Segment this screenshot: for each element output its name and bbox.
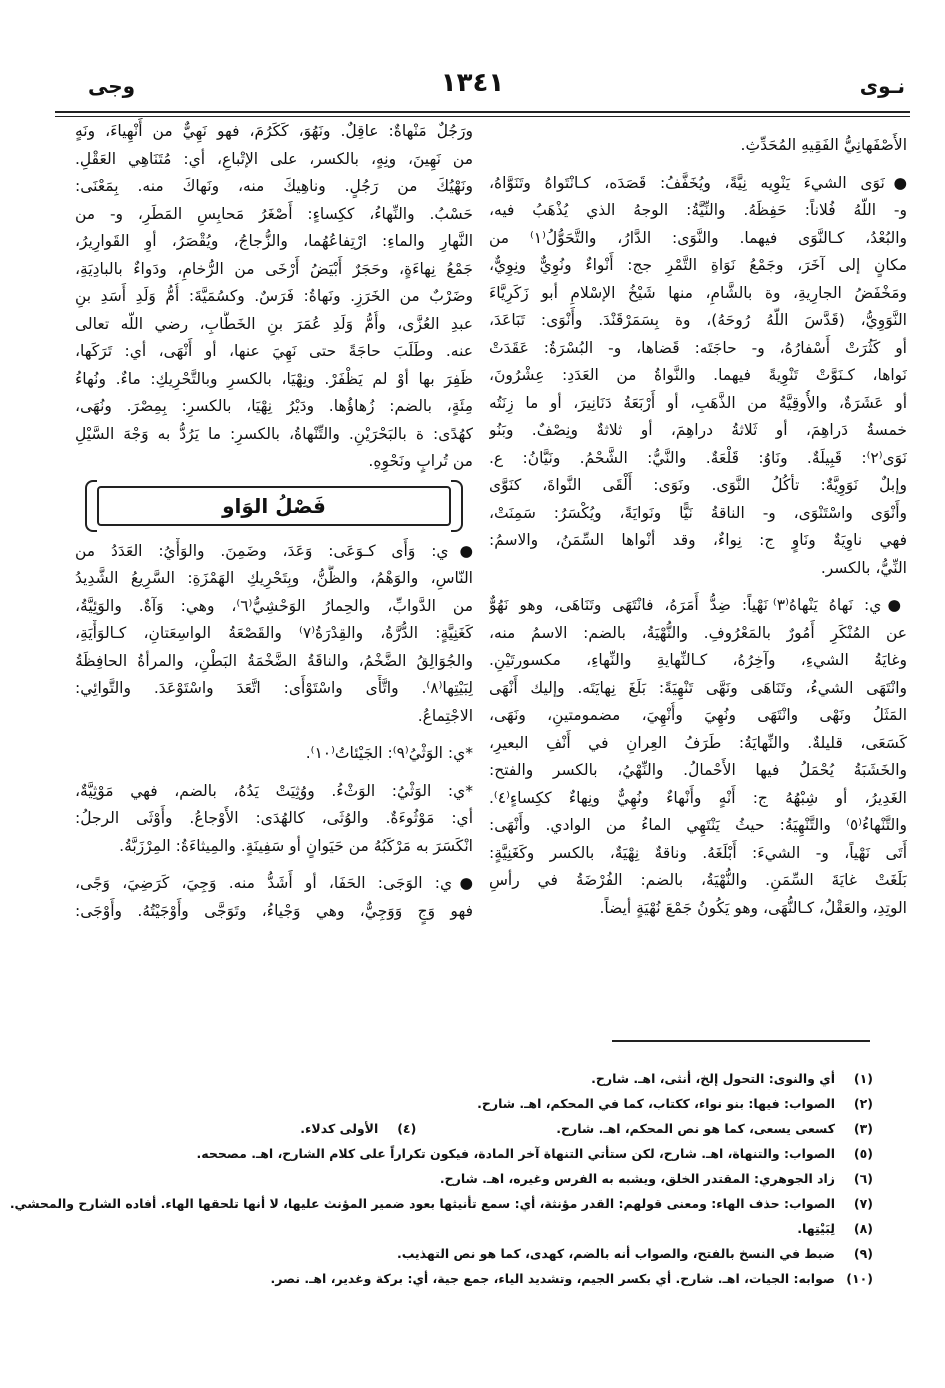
text-line: انْكَسَرَ به مَرْكَبُهُ من حَيَوانٍ أو سَفِينَةٍ. والمِيثاءَةُ: المِرْزَبَّةُ. (119, 836, 473, 855)
text-line: حَسْبُ. والنِّهاءُ، ككِساءٍ: أَصْغَرُ مَحابِسِ المَطَرِ، و- من (75, 204, 473, 223)
text-line: و- اللّهُ فُلاناً: حَفِظَهُ. والنِّيَّةُ: الوجهُ الذي يُذْهَبُ فيه، (489, 201, 907, 219)
text-line: النّاسِ، والوَهْمُ، والظَّنُّ، وبِتَحْرِيكِ الهَمْزَةِ: السَّرِيعُ الشَّدِيدُ (75, 569, 473, 587)
text-line: وغايَةُ الشيءِ، وآخِرُهُ، كـالنِّهايةِ والنِّهاءِ، مكسورتَيْنِ. (489, 651, 907, 669)
footnote-text: زاد الجوهري: المقتدر الخلق، ويشبه به الفرس وغيره، اهـ. شارح. (439, 1171, 835, 1186)
footnote-text: كسعى يسعى، كما هو نص المحكم، اهـ. شارح. (556, 1121, 835, 1136)
footnote-text: الصواب: فيها: بنو نواء، ككتاب، كما في المحكم، اهـ. شارح. (477, 1096, 835, 1111)
footnote-text: ضبط في النسخ بالفتح، والصواب أنه بالضم، كهدى، كما هو نص التهذيب. (396, 1246, 835, 1261)
footnote-number: (١) (853, 1071, 873, 1086)
header-last-word: وجى (88, 74, 136, 98)
footnotes (10, 1066, 873, 1291)
text-line: ظَفِرَ بها أوْ لم يَظْفَرْ. ونِهْيَا، بالكسرِ وبالتَّحْرِيكِ: ماءٌ. ونُهاءُ (75, 369, 473, 388)
footnote-number: (٣) (853, 1121, 873, 1136)
text-line: بَلَغَتْ غايَةَ السِّمَنِ. والنُّهْيَةُ، بالضم: الفُرْضَةُ في رأسِ (489, 871, 907, 889)
footnote (10, 1266, 873, 1291)
text-line: أو كَثُرَتْ أَسْفارُهُ، و- حاجَتَه: قَضاها، و- البُسْرَةُ: عَقَدَتْ (489, 338, 907, 357)
text-line: ونَهْيُكَ من رَجُلٍ. وناهِيكَ منه، ونَهاكَ منه. بِمَعْنَى: (75, 177, 473, 195)
text-line: من تُرابٍ ونَحْوِهِ. (368, 452, 473, 470)
footnote-text: صوابه: الجيات، اهـ. شارح. أي بكسر الجيم، وتشديد الياء، جمع جية، أي: بركة وغدير، اهـ. نصر. (270, 1271, 835, 1286)
footnote (10, 1066, 873, 1091)
text-line: المَثَلُ ونَهْى وانْتَهَى ونُهِيَ وأُنْهِيَ، مضمومتينِ، ونَهَى، (489, 706, 907, 724)
paragraph (75, 740, 473, 768)
section-title: فَصْلُ الوَاو (222, 493, 326, 518)
footnote-number: (٦) (853, 1171, 873, 1186)
text-line: خمسةُ دَراهِمَ، أو ثَلاثةُ دراهِمَ، أو ثلاثةٌ ونِصْفٌ. وبَنُو (489, 421, 907, 439)
footnote-number: (٥) (853, 1146, 873, 1161)
footnote (10, 1166, 873, 1191)
text-line: والبُعْدُ، كـالنَّوَى فيهما. والنَّوَى: الدَّارُ، والتَّحَوُّلُ⁽١⁾ من (489, 228, 907, 247)
paragraph-list (75, 538, 473, 926)
paragraph-list (75, 118, 473, 476)
header-rule (55, 111, 910, 117)
footnote (10, 1091, 873, 1116)
text-line: نَواها، كـنَوَّتْ تَنْوِيةً فيهما. والنَّواةُ من العَدَدِ: عِشْرُونَ، (489, 366, 907, 384)
footnote (10, 1216, 873, 1241)
text-line: الأَصْفَهانِيُّ الفَقِيهِ المُحَدِّثِ. (740, 136, 907, 154)
text-line: أي: مَوْثُوءَةٌ. والوُثَى، كالهُدَى: الأَوْجاعُ. وأَوْثَى الرجلُ: (75, 809, 473, 827)
paragraph (75, 870, 473, 925)
text-line: وأَنْوَى واسْتَنْوَى، و- الناقةُ نَيًّا ونَوايَةً، ويُكْسَرُ: سَمِنَتْ، (489, 503, 907, 522)
text-line: كهُدًى: ة بالبَحْرَيْنِ. والتِّنْهاةُ، بالكسرِ: ما يَرُدُّ به وَجْهَ السَّيْلِ (75, 424, 473, 443)
footnote-number: (٧) (853, 1196, 873, 1211)
footnote-number: (٢) (853, 1096, 873, 1111)
paragraph (489, 170, 907, 583)
paragraph (489, 132, 907, 160)
text-line: كَسَعَى، قليلةٌ. والنِّهايَةُ: طَرَفُ العِرانِ في أَنْفِ البعيرِ، (489, 733, 907, 752)
text-line: كَغَنِيَّةٍ: الدُّرَّةُ، والقِدْرَةُ⁽٧⁾ والقَصْعَةُ الواسِعَتانِ، كـالوَأْيَةِ، (75, 624, 473, 642)
text-line: ●ي: وَأَى كـوَعَى: وَعَدَ، وضَمِنَ. والوَأْيُ: العَدَدُ من (75, 541, 473, 560)
text-line: النِّيُّ، بالكسر. (820, 558, 907, 577)
footnote-text: الصواب: حذف الهاء: ومعنى قولهم: القدر مؤنثة، أي: سمع تأنيثها بعود ضمير المؤنث عليها، لا أنها تلحقها الهاء. أفاده الشارح والمحشي. (9, 1196, 835, 1211)
footnote (10, 1116, 873, 1141)
text-line: الاجْتِماعُ. (417, 706, 473, 725)
text-line: والتَّنْهاءُ⁽٥⁾ والتَّنْهِيَةُ: حيثُ يَنْتَهِي الماءُ من الوادي. وأَنْهَى: (489, 816, 907, 834)
footnote-text: الأولى كدلاء. (300, 1121, 379, 1136)
text-line: الوتِدِ، والعَقْلُ، كـالنُّهَى، وهو يَكُونُ جَمْعَ نُهْيَةٍ أيضاً. (599, 898, 907, 917)
text-line: من الدَّوابِّ، والحِمارُ الوَحْشِيُّ⁽٦⁾، وهي: وَآةٌ. والوَئِيَّةُ، (75, 596, 473, 615)
text-line: مِئَةٍ، بالضم: زُهاؤُها. ودَيْرُ نِهْيَا، بالكسرِ: بِمِصْرَ. ونُهَى، (75, 397, 473, 415)
text-line: النَّوَوِيُّ، (قَدَّسَ اللّهُ رُوحَهُ)، وة بِسَمَرْقَنْدَ. وأَنْوَى: تَبَاعَدَ، (489, 311, 907, 329)
text-line: *ي: الوَثْيُ: الوَثْءُ. ووُثِيَتْ يَدُهُ، بالضم، فهي مَوْثِيَّةٌ، (75, 781, 473, 800)
footnote-number: (٩) (853, 1246, 873, 1261)
text-line: ●ي: الوَجَى: الحَفَا، أو أَشَدُّ منه. وَجِيَ، كَرَضِيَ، وَجًى، (75, 874, 473, 892)
text-line: ●ي: نَهاهُ يَنْهاهُ⁽٣⁾ نَهْياً: ضِدُّ أَمَرَهُ، فانْتَهَى وتَنَاهَى، وهو نَهُوٌّ (489, 596, 907, 614)
text-line: وانْتَهَى الشيءُ، وتَنَاهَى ونَهَّى تَنْهِيَةً: بَلَغَ نِهايَتَه. وإليك أَنْهَى (489, 678, 907, 697)
paragraph (489, 592, 907, 922)
text-line: أو عَشَرَةٌ، والأُوقِيَّةُ من الذَّهَبِ، أو أَرْبَعَةُ دَنَانِيرَ، أو ما زِنَتُه (489, 393, 907, 412)
text-line: ورَجُلٌ مَنْهاةٌ: عاقِلٌ. ونَهُوَ، كَكَرُمَ، فهو نَهِيٌّ من أَنْهِياءَ، ونَهٍ (75, 122, 473, 140)
header-root-word: نـوى (859, 74, 905, 98)
paragraph-list (489, 132, 907, 922)
right-column (489, 132, 907, 932)
footnote-number: (٤) (397, 1121, 417, 1136)
text-line: فهو وَجٍ وَوَجِيٌّ، وهي وَجْياءُ، وتَوَجَّى وأَوْجَيْتُهُ. وأَوْجَى: (75, 901, 473, 920)
footnote-divider (612, 1040, 870, 1042)
text-line: وضَرْبٌ من الخَرَزِ. ونَهاةُ: فَرَسٌ. وكسُمَيَّةَ: أُمُّ وَلَدِ أَسَدِ بنِ (75, 287, 473, 305)
text-line: جَمْعُ نِهاءَةٍ، وحَجَرٌ أَبْيَضُ أَرْخَى من الرُّخامِ، ودَواءٌ بالبادِيَةِ، (75, 259, 473, 278)
footnote (10, 1141, 873, 1166)
footnote-text: أي والنوى: التحول إلخ، أنثى، اهـ. شارح. (591, 1071, 835, 1086)
footnote-inline (300, 1116, 416, 1141)
text-line: أَتَى نَهْياً، و- الشيءَ: أَبْلَغَهُ. وناقةٌ نِهْيَةٌ، بالكسر وكَغَنِيَّةٍ: (489, 843, 907, 862)
footnote-number: (٨) (853, 1221, 873, 1236)
text-line: عنه. وطَلَبَ حاجَةً حتى نَهِيَ عنها، أو أَنْهَى، أي: تَرَكَها، (75, 342, 473, 360)
text-line: والجُوَالِقُ الضَّخْمُ، والناقَةُ الضَّخْمَةُ البَطْنِ، والمرأةُ الحافِظَةُ (75, 651, 473, 670)
text-line: مكانٍ إلى آخَرَ، وجَمْعُ نَوَاةِ التَّمْرِ جج: أَنْواءٌ ونُوِيٌّ ونِوِيٌّ، (489, 256, 907, 274)
text-line: ●نَوَى الشيءَ يَنْوِيه نِيَّةً، ويُخَفَّفُ: قَصَدَه، كـانْتَواهُ وتَنَوَّاهُ، (489, 173, 907, 192)
text-line: عبدِ العُزَّى، وأُمُّ وَلَدِ عُمَرَ بنِ الخَطَّابِ، رضي اللّه تعالى (75, 314, 473, 333)
paragraph (75, 538, 473, 731)
section-heading (97, 486, 451, 526)
footnote-text: لِبَيْتِها. (797, 1221, 835, 1236)
footnote-number: (١٠) (846, 1271, 873, 1286)
text-line: نَوَى⁽٢⁾: قَبِيلَةٌ. ونَاوُ: قَلْعَةٌ. والنَّيُّ: الشَّحْمُ. ونَيَّانُ: ع. (489, 448, 907, 467)
text-line: النَّهارِ والماءِ: ارْتِفاعُهُما، والزُّجاجُ، ويُقْصَرُ، أوِ القَوارِيرُ، (75, 232, 473, 250)
text-line: عن المُنْكَرِ أَمُورٌ بالمَعْرُوفِ. والنُّهْيَةُ، بالضم: الاسمُ منه، (489, 623, 907, 642)
text-line: من نَهِينَ، ونِهٍ، بالكسر، على الإتْباعِ، أي: مُتَنَاهِي العَقْلِ. (75, 149, 473, 168)
text-line: والخَشَبَةُ يُحْمَلُ فيها الأَحْمالُ. والنِّهْيُ، بالكسر والفتح: (489, 761, 907, 779)
page-number: ١٣٤١ (440, 68, 505, 98)
text-line: وإبلٌ نَوَوِيَّةٌ: تأكُلُ النَّوَى. ونَوَى: أَلْقَى النَّواةَ، كنَوَّى (489, 476, 907, 494)
footnote-text: الصواب: والتنهاة، اهـ. شارح، لكن ستأتي التنهاة آخر المادة، فيكون تكراراً على كلام الشارح، اهـ. مصححه. (196, 1146, 835, 1161)
left-column (75, 118, 473, 935)
paragraph (75, 118, 473, 476)
text-line: فهي ناوِيَةٌ ونَاوٍ ج: نِواءٌ، وقد أنْواها السِّمَنُ، والاسمُ: (489, 531, 907, 549)
footnote (10, 1241, 873, 1266)
text-line: *ي: الوَثْيُ⁽٩⁾: الجَيْئاتُ⁽١٠⁾. (305, 744, 473, 762)
footnote (10, 1191, 873, 1216)
text-line: ومَخْفَضُ الجارِيةِ، وة بالشَّامِ، منها شَيْخُ الإسْلامِ أبو زَكَرِيَّاءَ (489, 283, 907, 302)
text-line: الغَدِيرُ، أو شِبْهُهُ ج: أَنْهٍ وأَنْهاءٌ ونُهِيٌّ ونِهاءٌ ككِساءٍ⁽٤⁾. (489, 788, 907, 807)
paragraph (75, 778, 473, 861)
text-line: لِبَيْتِها⁽٨⁾. واتَّأَى واسْتَوْأَى: اتَّعَدَ واسْتَوْعَدَ. والتَّوائِي: (75, 679, 473, 697)
